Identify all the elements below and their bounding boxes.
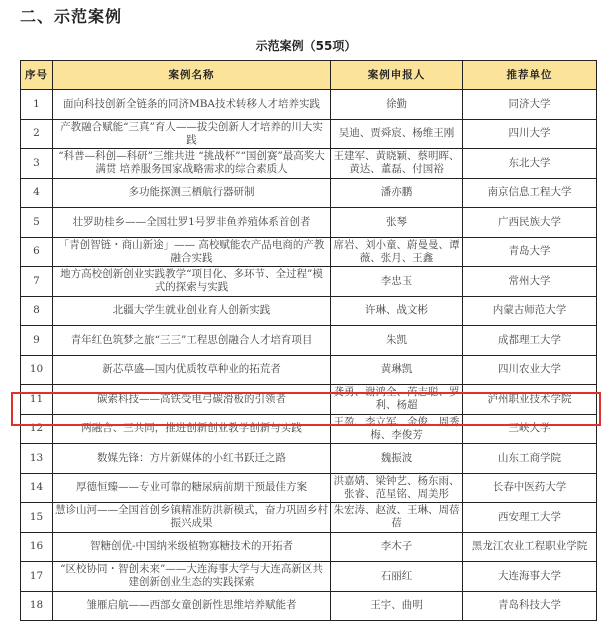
cell-unit: 南京信息工程大学	[463, 178, 597, 208]
table-row	[21, 149, 597, 179]
cell-applicant: 徐勤	[331, 90, 463, 120]
table-row	[21, 326, 597, 356]
cell-no: 5	[21, 208, 53, 238]
cell-unit: 常州大学	[463, 267, 597, 297]
cell-name: 雏雁启航——西部女童创新性思维培养赋能者	[53, 591, 331, 621]
cell-unit: 成都理工大学	[463, 326, 597, 356]
cell-name: 产教融合赋能“三真”育人——拔尖创新人才培养的川大实践	[53, 119, 331, 149]
table-caption: 示范案例（55项）	[255, 39, 357, 53]
table-row	[21, 532, 597, 562]
cell-unit: 广西民族大学	[463, 208, 597, 238]
cell-unit: 四川大学	[463, 119, 597, 149]
cell-name: 壮罗助桂乡——全国壮罗1号罗非鱼养殖体系首创者	[53, 208, 331, 238]
cell-name: 「青创智链・商山新途」—— 高校赋能农产品电商的产教融合实践	[53, 237, 331, 267]
cell-applicant: 潘亦鹏	[331, 178, 463, 208]
cell-unit: 东北大学	[463, 149, 597, 179]
table-row	[21, 473, 597, 503]
cell-no: 10	[21, 355, 53, 385]
cell-applicant: 李木子	[331, 532, 463, 562]
header-applicant: 案例申报人	[331, 61, 463, 90]
cell-no: 1	[21, 90, 53, 120]
cell-name: 青年红色筑梦之旅“三三”工程思创融合人才培育项目	[53, 326, 331, 356]
cell-unit: 同济大学	[463, 90, 597, 120]
section-title: 二、示范案例	[20, 7, 123, 26]
table-row	[21, 355, 597, 385]
cell-name: 碳索科技——高铁受电弓碳滑板的引领者	[53, 385, 331, 415]
cell-applicant: 吴迪、贾舜宸、杨维王刚	[331, 119, 463, 149]
cell-applicant: 魏振波	[331, 444, 463, 474]
table-row	[21, 562, 597, 592]
cell-no: 7	[21, 267, 53, 297]
table-row	[21, 503, 597, 533]
cell-no: 13	[21, 444, 53, 474]
cell-name: 慧诊山河——全国首创乡镇精准防洪新模式，奋力巩固乡村振兴成果	[53, 503, 331, 533]
cell-no: 6	[21, 237, 53, 267]
cell-unit: 黑龙江农业工程职业学院	[463, 532, 597, 562]
cell-unit: 青岛大学	[463, 237, 597, 267]
cell-unit: 四川农业大学	[463, 355, 597, 385]
cell-no: 14	[21, 473, 53, 503]
cell-no: 8	[21, 296, 53, 326]
cell-no: 15	[21, 503, 53, 533]
header-no: 序号	[21, 61, 53, 90]
table-row	[21, 591, 597, 621]
cell-applicant: 王建军、黄晓颖、蔡明晖、黄达、董磊、付国裕	[331, 149, 463, 179]
cell-applicant: 黄琳凯	[331, 355, 463, 385]
cell-unit: 大连海事大学	[463, 562, 597, 592]
cell-applicant: 李忠玉	[331, 267, 463, 297]
cell-no: 2	[21, 119, 53, 149]
cell-applicant: 石丽红	[331, 562, 463, 592]
cell-applicant: 席岩、刘小童、蔚曼曼、谭薇、张月、王鑫	[331, 237, 463, 267]
cell-name: 多功能探测三栖航行器研制	[53, 178, 331, 208]
cell-no: 11	[21, 385, 53, 415]
cell-unit: 内蒙古师范大学	[463, 296, 597, 326]
cell-applicant: 洪嘉婧、梁钟艺、杨东雨、张睿、范星铭、周美彤	[331, 473, 463, 503]
cell-no: 9	[21, 326, 53, 356]
cell-applicant: 朱凯	[331, 326, 463, 356]
cell-name: 厚德恒臻——专业可靠的糖尿病前期干预最佳方案	[53, 473, 331, 503]
table-row-highlighted	[21, 385, 597, 415]
cell-no: 4	[21, 178, 53, 208]
cell-applicant: 王盈、李立军、金俊、周秀梅、李俊芳	[331, 414, 463, 444]
cases-table	[20, 60, 597, 621]
cell-applicant: 王宇、曲明	[331, 591, 463, 621]
cell-name: 两融合、三共同，推进创新创业教学创新与实践	[53, 414, 331, 444]
table-row	[21, 296, 597, 326]
cell-applicant: 许琳、战文彬	[331, 296, 463, 326]
cell-name: 数媒先锋：方片新媒体的小红书跃迁之路	[53, 444, 331, 474]
header-unit: 推荐单位	[463, 61, 597, 90]
cell-unit: 长春中医药大学	[463, 473, 597, 503]
cell-unit: 三峡大学	[463, 414, 597, 444]
cell-applicant: 朱宏涛、赵波、王琳、周蓓蓓	[331, 503, 463, 533]
cell-name: 面向科技创新全链条的同济MBA技术转移人才培养实践	[53, 90, 331, 120]
cell-unit: 西安理工大学	[463, 503, 597, 533]
table-row	[21, 178, 597, 208]
header-name: 案例名称	[53, 61, 331, 90]
cell-no: 17	[21, 562, 53, 592]
cell-no: 18	[21, 591, 53, 621]
table-row	[21, 119, 597, 149]
table-row	[21, 208, 597, 238]
cell-name: 北疆大学生就业创业育人创新实践	[53, 296, 331, 326]
cell-applicant: 龚勇、谢鸿全、芮志聪、罗利、杨超	[331, 385, 463, 415]
cell-unit: 山东工商学院	[463, 444, 597, 474]
cell-name: “科普—科创—科研”三维共进 “挑战杯”“国创赛”最高奖大满贯 培养服务国家战略需求的综合素质人	[53, 149, 331, 179]
table-row	[21, 414, 597, 444]
cell-unit: 青岛科技大学	[463, 591, 597, 621]
cell-applicant: 张琴	[331, 208, 463, 238]
cell-no: 12	[21, 414, 53, 444]
cell-name: “区校协同・智创未来”——大连海事大学与大连高新区共建创新创业生态的实践探索	[53, 562, 331, 592]
table-row	[21, 90, 597, 120]
table-row	[21, 267, 597, 297]
cell-no: 3	[21, 149, 53, 179]
table-row	[21, 237, 597, 267]
table-header-row	[21, 61, 597, 90]
table-row	[21, 444, 597, 474]
cell-name: 智糖创优-中国纳米级植物寡糖技术的开拓者	[53, 532, 331, 562]
cell-unit: 泸州职业技术学院	[463, 385, 597, 415]
cell-name: 地方高校创新创业实践教学“项目化、多环节、全过程”模式的探索与实践	[53, 267, 331, 297]
cell-name: 新芯草盛—国内优质牧草种业的拓荒者	[53, 355, 331, 385]
cell-no: 16	[21, 532, 53, 562]
